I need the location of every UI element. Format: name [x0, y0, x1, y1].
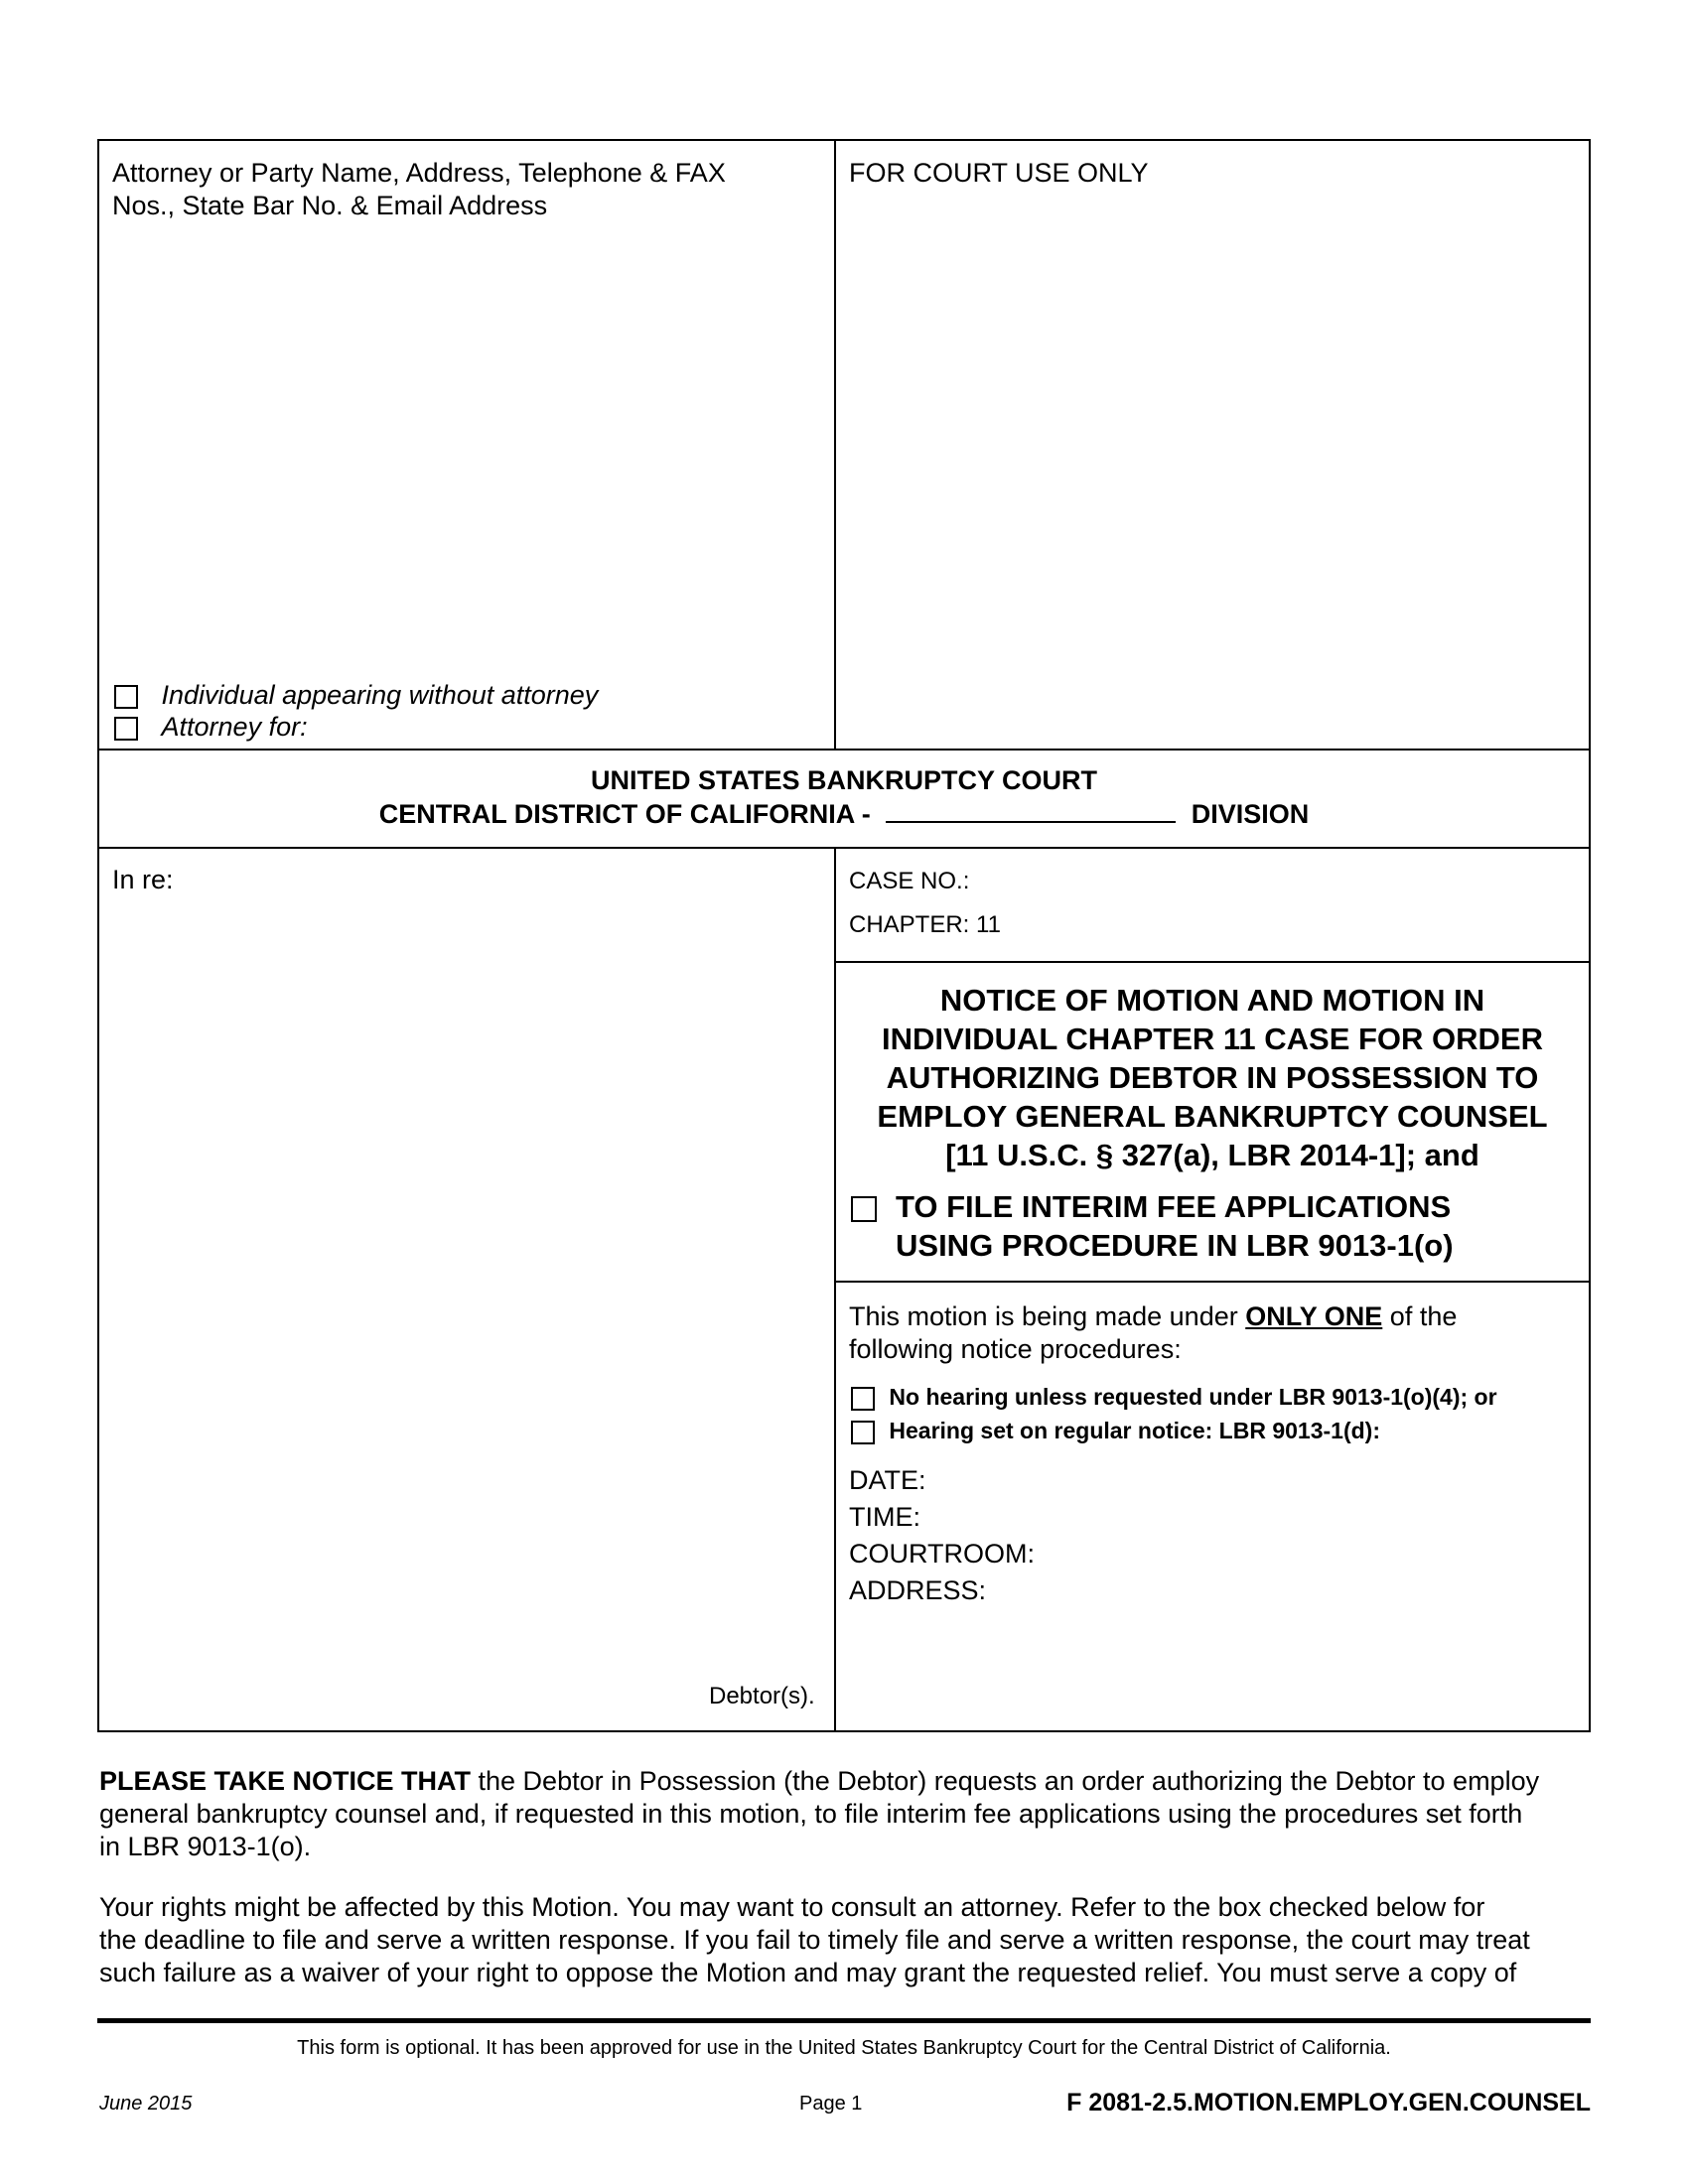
no-hearing-checkbox[interactable] [851, 1387, 875, 1411]
attorney-label [112, 157, 726, 222]
motion-title-line4: EMPLOY GENERAL BANKRUPTCY COUNSEL [877, 1099, 1548, 1134]
rights-paragraph [99, 1891, 1594, 1989]
notice-intro-line1 [849, 1300, 1457, 1333]
hearing-address-label: ADDRESS: [849, 1575, 987, 1605]
notice-paragraph-line2: general bankruptcy counsel and, if requested in this motion, to file interim fee applications using the procedures set forth [99, 1799, 1523, 1829]
notice-intro [849, 1300, 1457, 1366]
rights-paragraph-line2: the deadline to file and serve a written response. If you fail to timely file and serve a written response, the court may treat [99, 1925, 1530, 1955]
in-re-label: In re: [112, 865, 174, 894]
interim-fee-line2: USING PROCEDURE IN LBR 9013-1(o) [896, 1228, 1454, 1263]
no-hearing-option [851, 1382, 1497, 1412]
chapter-bottom-rule [834, 961, 1591, 963]
attorney-for-option [114, 711, 308, 744]
rights-paragraph-line1: Your rights might be affected by this Motion. You may want to consult an attorney. Refer to the box checked below for [99, 1892, 1485, 1922]
footer-date: June 2015 [99, 2093, 193, 2115]
footer-rule [97, 2018, 1591, 2023]
hearing-set-option [851, 1416, 1380, 1445]
motion-title-line5: [11 U.S.C. § 327(a), LBR 2014-1]; and [945, 1138, 1479, 1172]
interim-fee-checkbox[interactable] [851, 1196, 877, 1222]
no-hearing-label: No hearing unless requested under LBR 9013-1(o)(4); or [889, 1384, 1497, 1410]
motion-title-line2: INDIVIDUAL CHAPTER 11 CASE FOR ORDER [881, 1022, 1543, 1056]
top-column-divider [834, 139, 836, 750]
notice-intro-suffix: of the [1389, 1301, 1458, 1331]
notice-lead: PLEASE TAKE NOTICE THAT [99, 1766, 472, 1796]
title-bottom-rule [834, 1281, 1591, 1283]
motion-title-line1: NOTICE OF MOTION AND MOTION IN [939, 983, 1485, 1018]
interim-fee-option [884, 1187, 1591, 1265]
individual-checkbox-label: Individual appearing without attorney [161, 680, 599, 710]
rights-paragraph-line3: such failure as a waiver of your right to oppose the Motion and may grant the requested relief. You must serve a copy of [99, 1958, 1517, 1987]
caption-column-divider [834, 847, 836, 1732]
court-name: UNITED STATES BANKRUPTCY COURT [590, 765, 1097, 795]
attorney-label-line1: Attorney or Party Name, Address, Telephone & FAX [112, 158, 726, 188]
notice-intro-prefix: This motion is being made under [849, 1301, 1238, 1331]
footer-approval-note: This form is optional. It has been approved for use in the United States Bankruptcy Court for the Central District of California. [297, 2037, 1391, 2059]
court-header [97, 764, 1591, 831]
interim-fee-line1: TO FILE INTERIM FEE APPLICATIONS [896, 1189, 1452, 1224]
motion-title-line3: AUTHORIZING DEBTOR IN POSSESSION TO [886, 1060, 1539, 1095]
case-no-label: CASE NO.: [849, 868, 970, 894]
form-frame [97, 139, 1591, 1732]
individual-option [114, 679, 598, 712]
hearing-set-label: Hearing set on regular notice: LBR 9013-1(d): [889, 1418, 1380, 1443]
notice-line1-text: the Debtor in Possession (the Debtor) requests an order authorizing the Debtor to employ [471, 1766, 1540, 1796]
hearing-courtroom-label: COURTROOM: [849, 1539, 1035, 1569]
hearing-date-label: DATE: [849, 1465, 926, 1495]
notice-intro-line2: following notice procedures: [849, 1334, 1182, 1364]
district-prefix: CENTRAL DISTRICT OF CALIFORNIA - [378, 799, 871, 829]
division-blank[interactable] [886, 797, 1176, 823]
hearing-set-checkbox[interactable] [851, 1421, 875, 1444]
notice-paragraph-line1 [99, 1765, 1594, 1798]
individual-checkbox[interactable] [114, 685, 138, 709]
motion-title [836, 981, 1589, 1174]
header-top-rule [97, 749, 1591, 751]
debtors-label: Debtor(s). [709, 1683, 815, 1709]
chapter-label: CHAPTER: 11 [849, 911, 1001, 938]
notice-intro-emph: ONLY ONE [1245, 1301, 1383, 1331]
attorney-label-line2: Nos., State Bar No. & Email Address [112, 191, 548, 220]
attorney-for-checkbox[interactable] [114, 717, 138, 741]
division-suffix: DIVISION [1191, 799, 1310, 829]
notice-paragraph-line3: in LBR 9013-1(o). [99, 1832, 312, 1861]
hearing-time-label: TIME: [849, 1502, 920, 1532]
notice-paragraph [99, 1765, 1594, 1863]
header-bottom-rule [97, 847, 1591, 849]
attorney-for-checkbox-label: Attorney for: [161, 712, 308, 742]
court-district [97, 797, 1591, 831]
footer-page: Page 1 [799, 2093, 863, 2115]
footer-form-id: F 2081-2.5.MOTION.EMPLOY.GEN.COUNSEL [1066, 2089, 1591, 2116]
hearing-details [849, 1462, 1035, 1609]
court-use-label: FOR COURT USE ONLY [849, 158, 1149, 188]
